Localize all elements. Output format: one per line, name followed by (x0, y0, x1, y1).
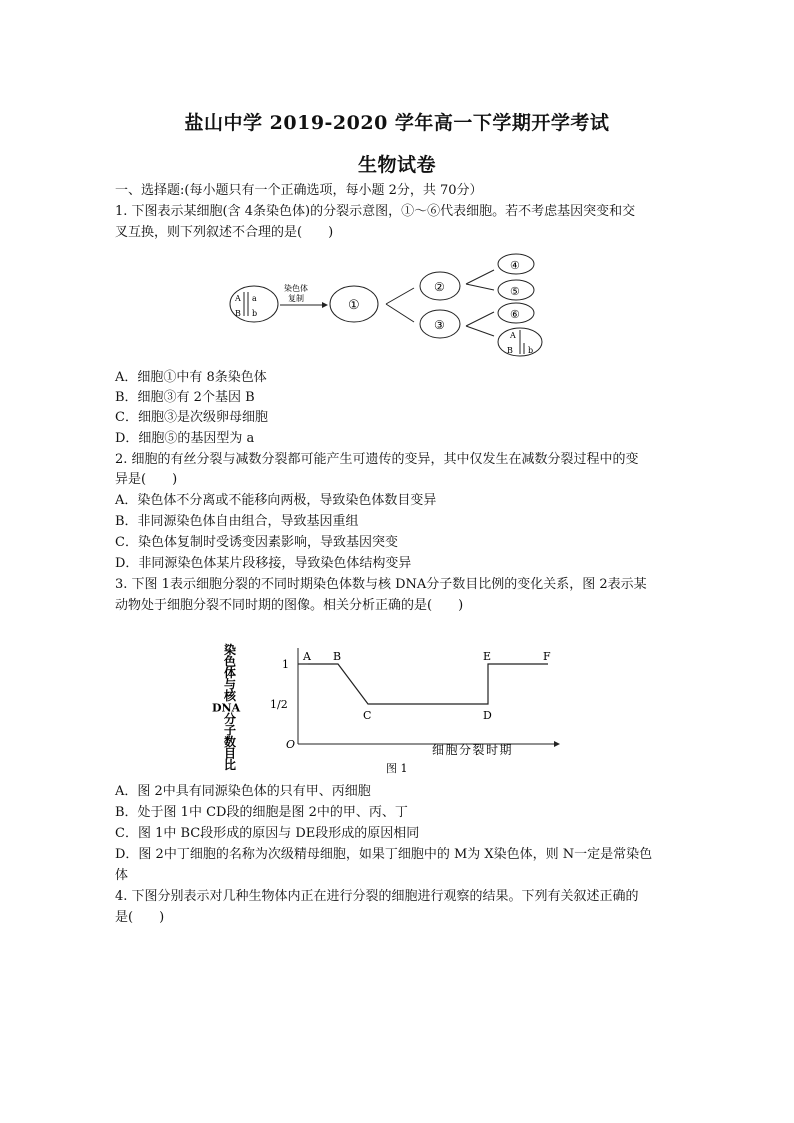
q3-option-c: C．图 1中 BC段形成的原因与 DE段形成的原因相同 (115, 826, 420, 841)
x-axis-arrow (554, 741, 560, 747)
q2-option-a: A．染色体不分离或不能移向两极，导致染色体数目变异 (115, 493, 437, 508)
y-axis-label-char: 分 (224, 712, 237, 726)
y-axis-label-char: DNA (212, 701, 241, 715)
cell-5-label: ⑤ (510, 285, 520, 298)
q3-stem-line2: 动物处于细胞分裂不同时期的图像。相关分析正确的是( ) (115, 598, 464, 613)
point-label-e: E (483, 650, 492, 663)
q3-option-d: D．图 2中丁细胞的名称为次级精母细胞，如果丁细胞中的 M为 X染色体，则 N一定是常染色 (115, 847, 653, 862)
q4-stem-line1: 4. 下图分别表示对几种生物体内正在进行分裂的细胞进行观察的结果。下列有关叙述正确的 (115, 889, 639, 904)
page-title: 盐山中学 2019-2020 学年高一下学期开学考试 (184, 112, 610, 134)
y-axis-label-char: 体 (224, 666, 237, 680)
q2-stem-line1: 2. 细胞的有丝分裂与减数分裂都可能产生可遗传的变异，其中仅发生在减数分裂过程中的变 (115, 452, 639, 467)
q1-cell-division-diagram (220, 250, 560, 360)
y-axis-label-char: 子 (224, 723, 237, 738)
q1-option-c: C．细胞③是次级卵母细胞 (115, 410, 268, 425)
q2-option-b: B．非同源染色体自由组合，导致基因重组 (115, 514, 359, 529)
x-axis-label: 细胞分裂时期 (432, 743, 514, 757)
page-subtitle: 生物试卷 (357, 154, 436, 176)
q1-stem-line1: 1. 下图表示某细胞(含 4条染色体)的分裂示意图，①～⑥代表细胞。若不考虑基因突变和交 (115, 204, 636, 219)
point-label-c: C (363, 709, 372, 722)
y-axis-label-char: 色 (224, 654, 237, 669)
cell-1-label: ① (348, 298, 360, 313)
q2-stem-line2: 异是( ) (115, 472, 178, 487)
y-axis-label (212, 642, 241, 772)
cell-7-gene-A: A (510, 331, 516, 340)
q3-option-d-cont: 体 (115, 868, 129, 883)
q2-option-c: C．染色体复制时受诱变因素影响，导致基因突变 (115, 535, 398, 550)
parent-gene-B: B (235, 309, 241, 318)
figure-caption: 图 1 (386, 762, 408, 775)
q1-option-d: D．细胞⑤的基因型为 a (115, 431, 255, 446)
arrow-label-1: 染色体 (284, 284, 308, 293)
series-line (308, 664, 548, 704)
cell-4-label: ④ (510, 259, 520, 272)
parent-gene-A: A (235, 294, 241, 303)
cell-7-gene-b: b (528, 346, 534, 355)
y-axis-label-char: 目 (224, 746, 237, 761)
y-axis-label-char: 数 (224, 735, 237, 749)
parent-gene-a: a (252, 294, 257, 303)
y-tick-label: 1/2 (270, 698, 288, 711)
q1-stem-line2: 叉互换，则下列叙述不合理的是( ) (115, 225, 334, 240)
parent-gene-b: b (252, 309, 258, 318)
arrow-label-2: 复制 (288, 294, 304, 303)
cell-2-label: ② (434, 280, 445, 294)
point-label-f: F (543, 650, 551, 663)
point-label-d: D (483, 709, 492, 722)
cell-3-label: ③ (434, 318, 445, 332)
q1-option-a: A．细胞①中有 8条染色体 (115, 370, 267, 385)
q3-option-b: B．处于图 1中 CD段的细胞是图 2中的甲、丙、丁 (115, 805, 408, 820)
section-heading: 一、选择题:(每小题只有一个正确选项，每小题 2分，共 70分） (115, 183, 483, 198)
point-label-b: B (333, 650, 342, 663)
y-axis-label-char: 染 (224, 643, 237, 657)
point-label-a: A (303, 650, 311, 663)
y-axis-label-char: 比 (224, 758, 237, 772)
y-axis-label-char: 核 (224, 689, 237, 703)
q1-option-b: B．细胞③有 2个基因 B (115, 390, 255, 405)
q4-stem-line2: 是( ) (115, 910, 165, 925)
q3-stem-line1: 3. 下图 1表示细胞分裂的不同时期染色体数与核 DNA分子数目比例的变化关系，图 2表示某 (115, 577, 647, 592)
figure-1-chart (210, 640, 570, 780)
y-tick-label: 1 (282, 658, 289, 671)
cell-7-gene-B: B (507, 346, 513, 355)
origin-label: O (286, 738, 296, 751)
y-axis-label-char: 与 (224, 677, 237, 692)
q2-option-d: D．非同源染色体某片段移接，导致染色体结构变异 (115, 556, 412, 571)
q3-option-a: A．图 2中具有同源染色体的只有甲、丙细胞 (115, 784, 371, 799)
cell-6-label: ⑥ (510, 308, 520, 321)
